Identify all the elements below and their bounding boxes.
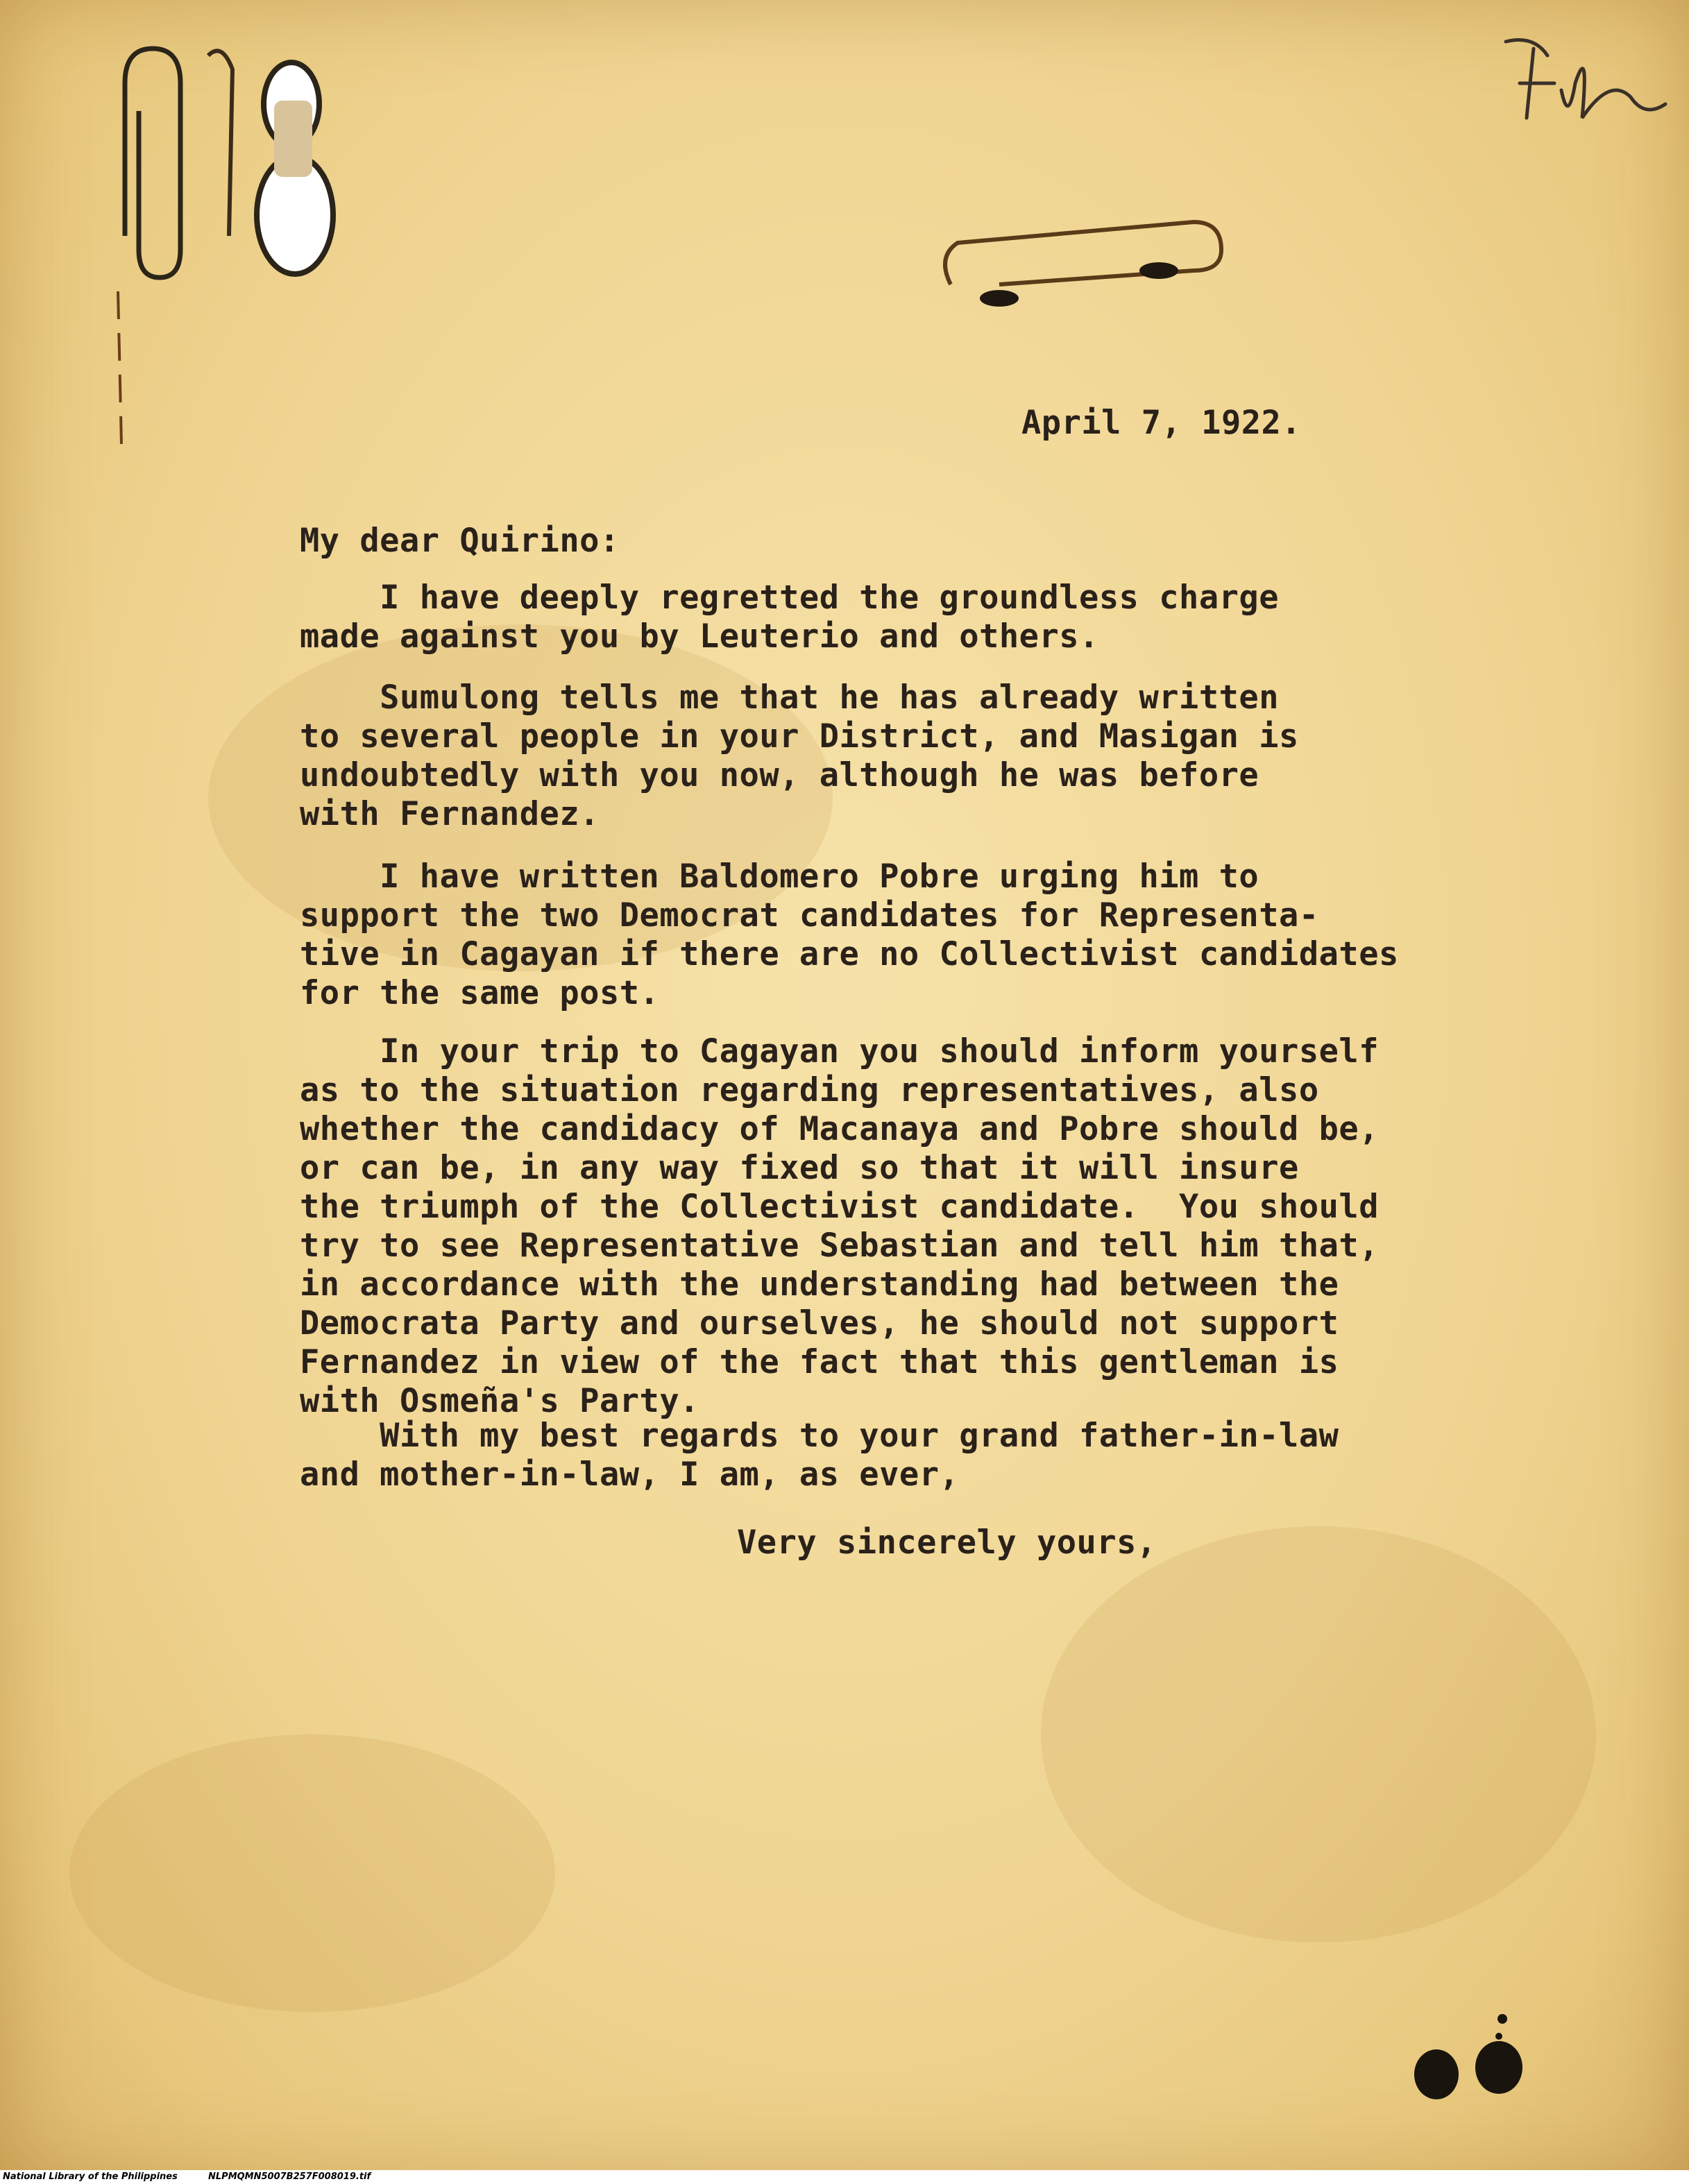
footer-institution: National Library of the Philippines [3, 2172, 178, 2182]
clip-imprint-icon [945, 222, 1221, 284]
text-line: as to the situation regarding representatives, also [300, 1071, 1319, 1109]
text-line: undoubtedly with you now, although he was before [300, 756, 1259, 794]
footer-filename: NLPMQMN5007B257F008019.tif [208, 2172, 371, 2182]
text-line: for the same post. [300, 974, 660, 1012]
rust-mark-icon [118, 291, 121, 444]
letter-closing: Very sincerely yours, [737, 1524, 1157, 1562]
letter-paragraph-3 [300, 858, 1399, 1013]
ink-blot-icon [1414, 2049, 1459, 2099]
letter-paragraph-1 [300, 579, 1279, 656]
paper-clip-icon [125, 49, 180, 278]
text-line: whether the candidacy of Macanaya and Pobre should be, [300, 1110, 1380, 1148]
letter-paragraph-4 [300, 1032, 1379, 1421]
text-line: support the two Democrat candidates for Representa- [300, 896, 1319, 935]
text-line: I have written Baldomero Pobre urging him to [300, 858, 1259, 896]
clip-imprint [930, 208, 1235, 319]
text-line: I have deeply regretted the groundless charge [300, 579, 1280, 617]
text-line: Democrata Party and ourselves, he should not support [300, 1304, 1339, 1342]
handwritten-annotation [1492, 28, 1672, 139]
letter-paragraph-5 [300, 1417, 1339, 1494]
text-line: in accordance with the understanding had between the [300, 1265, 1339, 1304]
paper-stain [69, 1734, 555, 2012]
text-line: With my best regards to your grand father-in-law [300, 1417, 1339, 1455]
text-line: Sumulong tells me that he has already written [300, 679, 1280, 717]
text-line: tive in Cagayan if there are no Collectivist candidates [300, 935, 1399, 973]
ink-blot-icon [1475, 2041, 1522, 2094]
text-line: with Osmeña's Party. [300, 1382, 699, 1420]
letter-date: April 7, 1922. [1021, 404, 1302, 442]
paper-stain [1041, 1526, 1596, 1943]
text-line: the triumph of the Collectivist candidate. You should [300, 1188, 1380, 1226]
text-line: to several people in your District, and Masigan is [300, 717, 1299, 756]
ink-blots [1395, 1998, 1534, 2123]
text-line: In your trip to Cagayan you should inform yourself [300, 1032, 1380, 1070]
paper-fragment [274, 101, 312, 177]
text-line: try to see Representative Sebastian and tell him that, [300, 1227, 1380, 1265]
text-line: with Fernandez. [300, 795, 600, 833]
text-line: Fernandez in view of the fact that this gentleman is [300, 1343, 1339, 1381]
letter-salutation: My dear Quirino: [300, 522, 620, 560]
paper-clip-shadow-icon [208, 51, 232, 236]
text-line: or can be, in any way fixed so that it will insure [300, 1149, 1299, 1187]
paper-clip-marks [83, 28, 375, 472]
text-line: made against you by Leuterio and others. [300, 617, 1099, 656]
letter-paragraph-2 [300, 679, 1299, 834]
text-line: and mother-in-law, I am, as ever, [300, 1456, 960, 1494]
